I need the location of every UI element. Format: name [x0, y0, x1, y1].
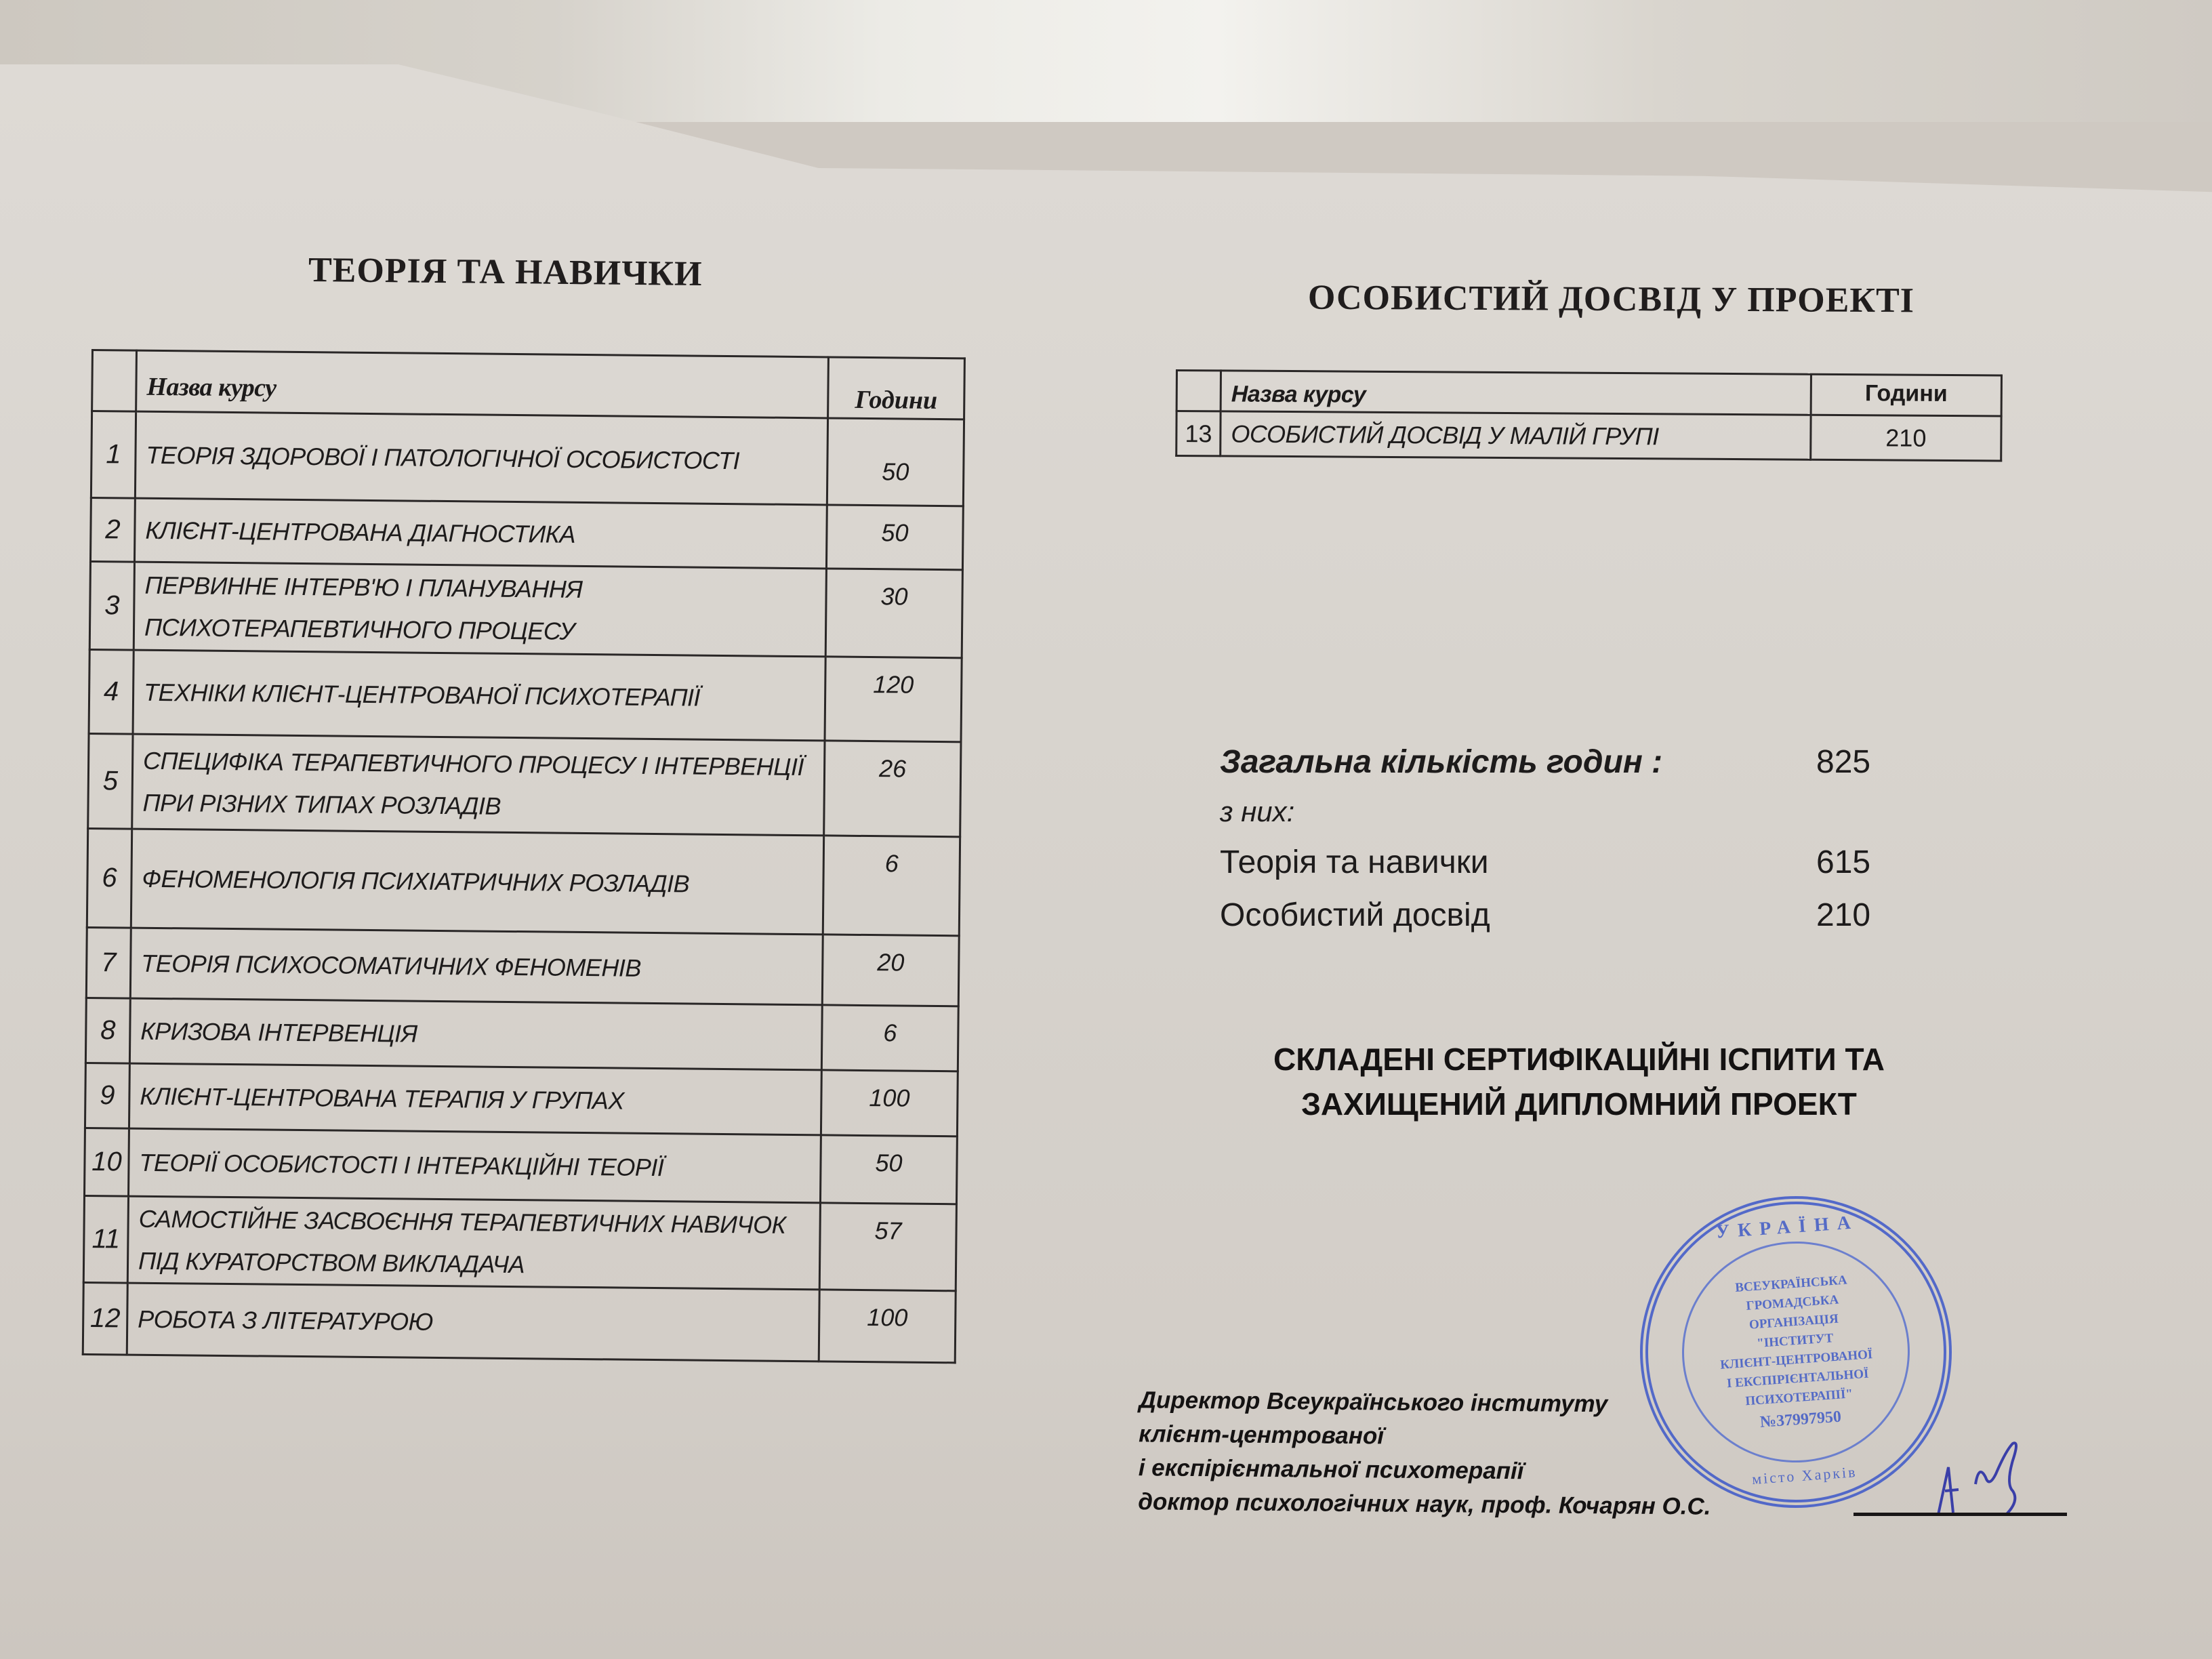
stamp-country: УКРАЇНА [1715, 1212, 1860, 1243]
stamp-city: місто Харків [1751, 1463, 1858, 1488]
row-number: 3 [89, 561, 134, 650]
header-hours: Години [828, 357, 965, 419]
row-number: 1 [91, 411, 136, 499]
row-number: 12 [83, 1282, 127, 1355]
theory-skills-table [82, 349, 966, 1364]
right-section-title: ОСОБИСТИЙ ДОСВІД У ПРОЕКТІ [1307, 278, 1915, 321]
stamp-line: ВСЕУКРАЇНСЬКА [1734, 1273, 1848, 1295]
director-signature-block [1138, 1383, 1712, 1523]
hours-summary [1220, 735, 1898, 941]
course-name: КЛІЄНТ-ЦЕНТРОВАНА ДІАГНОСТИКА [134, 498, 827, 569]
stamp-line: ПСИХОТЕРАПІЇ" [1744, 1387, 1853, 1409]
course-hours: 20 [822, 935, 959, 1006]
course-hours: 210 [1811, 415, 2001, 461]
table-row [89, 649, 962, 741]
director-line: доктор психологічних наук, проф. Кочарян О.С. [1138, 1488, 1711, 1520]
stamp-line: ГРОМАДСЬКА [1745, 1292, 1839, 1313]
row-number: 6 [87, 828, 131, 928]
course-name: САМОСТІЙНЕ ЗАСВОЄННЯ ТЕРАПЕВТИЧНИХ НАВИЧОК ПІД КУРАТОРСТВОМ ВИКЛАДАЧА [127, 1196, 820, 1290]
certification-statement [1233, 1037, 1925, 1126]
course-name: ОСОБИСТИЙ ДОСВІД У МАЛІЙ ГРУПІ [1221, 411, 1811, 459]
table-row [85, 998, 958, 1071]
theory-hours-label: Теорія та навички [1220, 844, 1489, 880]
course-name: ТЕОРІЯ ЗДОРОВОЇ І ПАТОЛОГІЧНОЇ ОСОБИСТОСТІ [135, 411, 827, 505]
course-name: ТЕХНІКИ КЛІЄНТ-ЦЕНТРОВАНОЇ ПСИХОТЕРАПІЇ [133, 650, 825, 741]
course-name: КРИЗОВА ІНТЕРВЕНЦІЯ [129, 998, 822, 1070]
of-which-label: з них: [1220, 796, 1295, 827]
course-hours: 50 [827, 418, 964, 506]
handwritten-signature-icon [1911, 1437, 2047, 1518]
course-hours: 6 [821, 1005, 958, 1071]
row-number: 2 [90, 498, 135, 562]
director-line: і експірієнтальної психотерапії [1138, 1454, 1524, 1485]
header-number [1176, 371, 1221, 411]
personal-experience-table [1175, 369, 2003, 462]
header-hours: Години [1811, 374, 2001, 416]
course-hours: 100 [819, 1290, 956, 1363]
course-name: ФЕНОМЕНОЛОГІЯ ПСИХІАТРИЧНИХ РОЗЛАДІВ [131, 829, 823, 935]
stamp-line: "ІНСТИТУТ [1756, 1331, 1835, 1351]
director-line: Директор Всеукраїнського інституту [1139, 1387, 1608, 1418]
course-hours: 120 [825, 657, 962, 742]
table-row [88, 733, 961, 836]
row-number: 10 [85, 1128, 129, 1196]
row-number: 5 [88, 733, 133, 829]
certification-line-2: ЗАХИЩЕНИЙ ДИПЛОМНИЙ ПРОЕКТ [1301, 1086, 1857, 1122]
header-course-name: Назва курсу [136, 350, 829, 418]
director-line: клієнт-центрованої [1139, 1420, 1385, 1450]
course-hours: 50 [820, 1135, 957, 1204]
course-name: СПЕЦИФІКА ТЕРАПЕВТИЧНОГО ПРОЦЕСУ І ІНТЕРВЕНЦІЇ ПРИ РІЗНИХ ТИПАХ РОЗЛАДІВ [132, 734, 825, 836]
course-hours: 26 [824, 741, 961, 837]
course-hours: 30 [825, 569, 962, 658]
table-header-row [92, 350, 965, 419]
total-hours-label: Загальна кількість годин : [1220, 743, 1663, 780]
table-row [83, 1282, 956, 1362]
course-hours: 6 [823, 836, 960, 936]
table-row [91, 411, 964, 506]
stamp-line: І ЕКСПІРІЄНТАЛЬНОЇ [1726, 1366, 1870, 1391]
experience-hours-row [1220, 888, 1898, 941]
table-row [83, 1195, 956, 1290]
row-number: 13 [1176, 411, 1221, 456]
table-row [89, 561, 962, 657]
table-row [85, 1128, 958, 1204]
table-row [90, 498, 963, 570]
certification-line-1: СКЛАДЕНІ СЕРТИФІКАЦІЙНІ ІСПИТИ ТА [1273, 1042, 1885, 1077]
course-name: КЛІЄНТ-ЦЕНТРОВАНА ТЕРАПІЯ У ГРУПАХ [129, 1063, 821, 1135]
total-hours-row [1220, 735, 1898, 788]
course-hours: 57 [819, 1203, 956, 1291]
table-row [86, 927, 959, 1006]
header-number [92, 350, 137, 412]
table-row [87, 828, 960, 935]
course-name: ПЕРВИННЕ ІНТЕРВ'Ю І ПЛАНУВАННЯ ПСИХОТЕРАПЕВТИЧНОГО ПРОЦЕСУ [134, 562, 826, 657]
course-name: РОБОТА З ЛІТЕРАТУРОЮ [127, 1283, 819, 1361]
of-which-row [1220, 788, 1898, 836]
theory-hours-value: 615 [1816, 844, 1871, 880]
course-name: ТЕОРІЇ ОСОБИСТОСТІ І ІНТЕРАКЦІЙНІ ТЕОРІЇ [129, 1128, 821, 1203]
theory-hours-row [1220, 836, 1898, 888]
header-course-name: Назва курсу [1221, 371, 1811, 415]
row-number: 8 [85, 998, 130, 1063]
experience-hours-label: Особистий досвід [1220, 897, 1490, 933]
course-hours: 50 [826, 505, 963, 570]
stamp-line: ОРГАНІЗАЦІЯ [1748, 1311, 1839, 1332]
table-header-row [1176, 371, 2001, 416]
table-row [85, 1063, 958, 1136]
row-number: 11 [83, 1195, 128, 1283]
total-hours-value: 825 [1816, 743, 1871, 780]
row-number: 4 [89, 649, 134, 734]
row-number: 9 [85, 1063, 129, 1128]
left-section-title: ТЕОРІЯ ТА НАВИЧКИ [308, 250, 703, 294]
row-number: 7 [86, 927, 131, 998]
course-name: ТЕОРІЯ ПСИХОСОМАТИЧНИХ ФЕНОМЕНІВ [130, 928, 823, 1005]
table-row [1176, 411, 2001, 461]
signature-line [1853, 1513, 2067, 1516]
stamp-line: КЛІЄНТ-ЦЕНТРОВАНОЇ [1719, 1347, 1873, 1372]
stamp-registration-number: №37997950 [1759, 1408, 1842, 1431]
experience-hours-value: 210 [1816, 897, 1871, 933]
course-hours: 100 [821, 1070, 958, 1136]
